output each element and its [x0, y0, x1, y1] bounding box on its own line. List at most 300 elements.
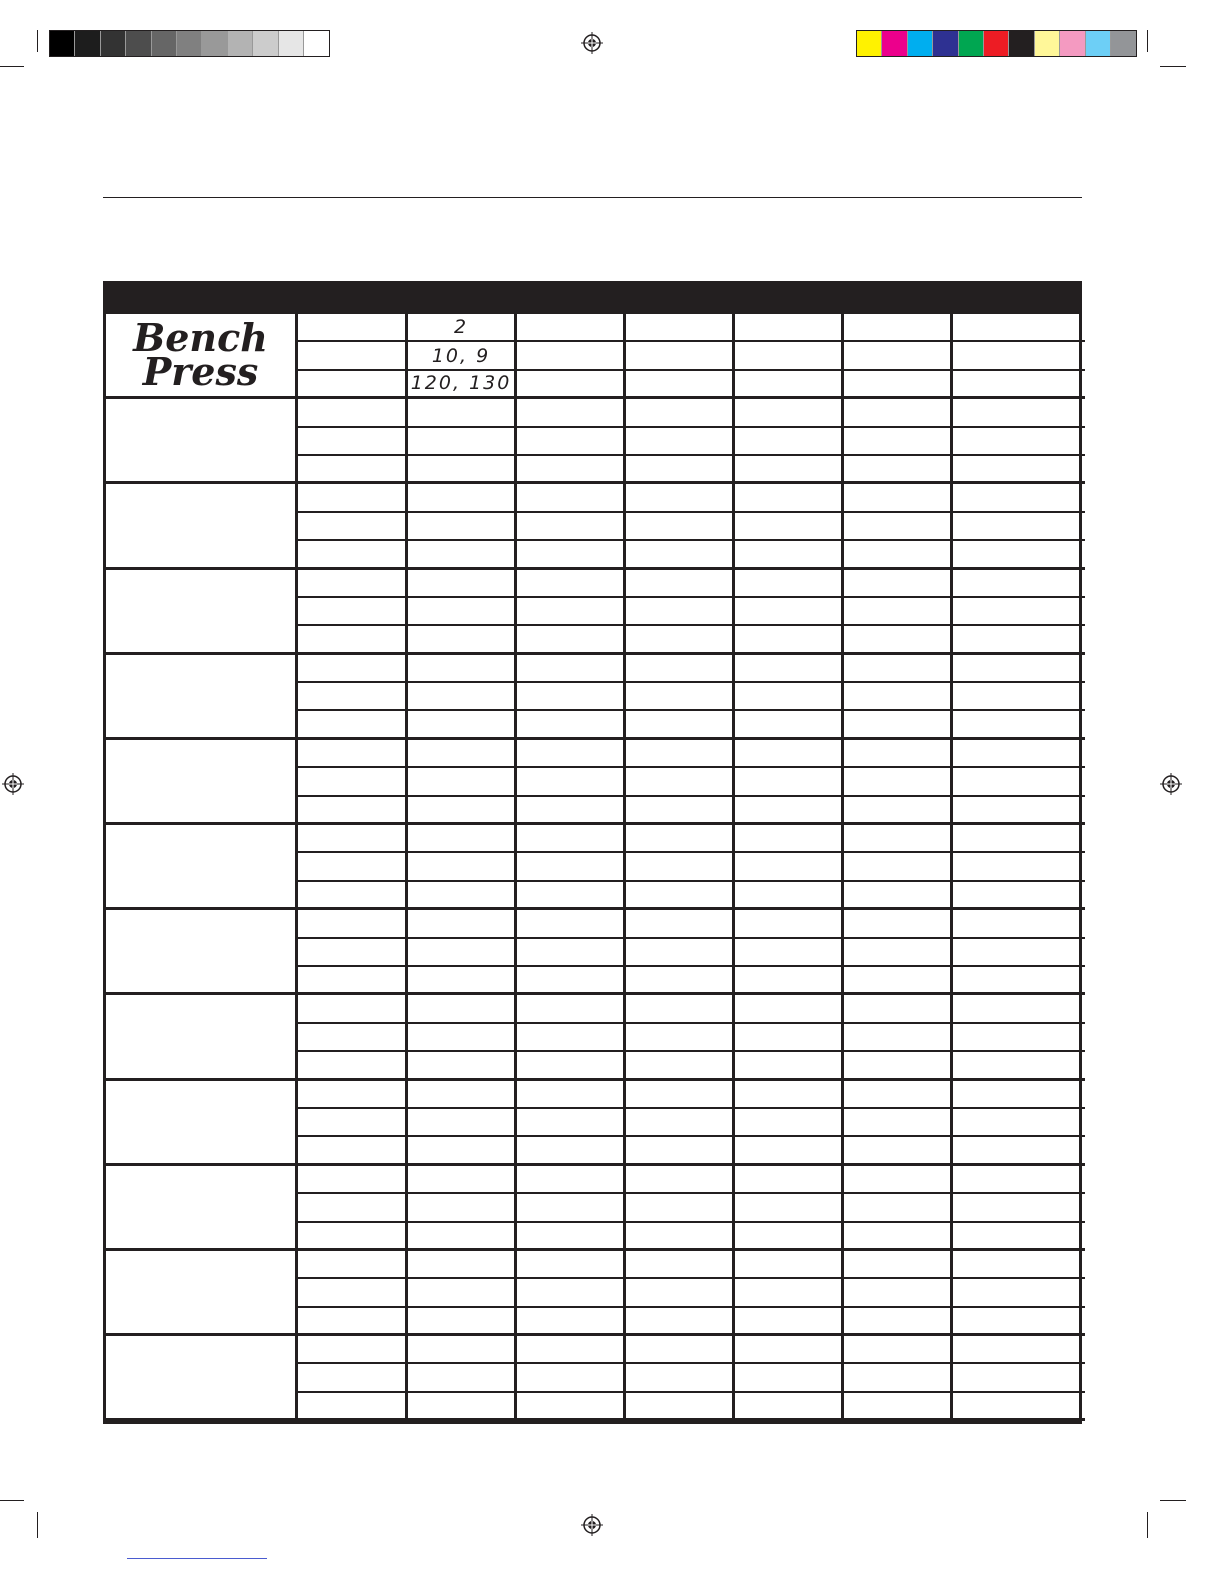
- log-cell[interactable]: [626, 626, 735, 654]
- log-cell[interactable]: [298, 768, 408, 796]
- log-cell[interactable]: [735, 711, 844, 739]
- log-cell[interactable]: [844, 513, 953, 541]
- log-cell[interactable]: [298, 882, 408, 910]
- log-cell[interactable]: [953, 570, 1085, 598]
- log-cell[interactable]: [626, 1223, 735, 1251]
- log-cell[interactable]: [953, 1279, 1085, 1307]
- exercise-name-cell[interactable]: [106, 399, 298, 484]
- log-cell[interactable]: [953, 541, 1085, 569]
- log-cell[interactable]: [408, 853, 517, 881]
- log-cell[interactable]: [408, 740, 517, 768]
- log-cell[interactable]: [517, 1393, 626, 1421]
- log-cell[interactable]: [626, 399, 735, 427]
- log-cell[interactable]: [626, 314, 735, 342]
- log-cell[interactable]: [735, 1393, 844, 1421]
- log-cell[interactable]: [408, 1109, 517, 1137]
- log-cell[interactable]: [517, 1137, 626, 1165]
- log-cell[interactable]: [517, 1052, 626, 1080]
- log-cell[interactable]: [953, 882, 1085, 910]
- log-cell[interactable]: [517, 655, 626, 683]
- log-cell[interactable]: [735, 939, 844, 967]
- log-cell[interactable]: [517, 995, 626, 1023]
- log-cell[interactable]: [298, 1251, 408, 1279]
- log-cell[interactable]: [844, 1109, 953, 1137]
- log-cell[interactable]: [953, 1109, 1085, 1137]
- log-cell[interactable]: [953, 1052, 1085, 1080]
- log-cell[interactable]: [626, 1393, 735, 1421]
- log-cell[interactable]: [953, 1336, 1085, 1364]
- log-cell[interactable]: [517, 371, 626, 399]
- log-cell[interactable]: [626, 711, 735, 739]
- log-cell[interactable]: [298, 1336, 408, 1364]
- log-cell[interactable]: [844, 1194, 953, 1222]
- log-cell[interactable]: [844, 428, 953, 456]
- crop-mark: [0, 1500, 24, 1501]
- log-cell[interactable]: [408, 513, 517, 541]
- log-cell[interactable]: [517, 513, 626, 541]
- log-cell[interactable]: [517, 1166, 626, 1194]
- log-cell[interactable]: [953, 314, 1085, 342]
- color-swatch: [177, 31, 202, 56]
- log-cell[interactable]: [517, 1336, 626, 1364]
- exercise-name-cell[interactable]: [106, 1251, 298, 1336]
- log-cell[interactable]: [844, 399, 953, 427]
- log-cell[interactable]: [517, 768, 626, 796]
- log-cell[interactable]: [953, 683, 1085, 711]
- log-cell[interactable]: [844, 882, 953, 910]
- log-cell[interactable]: [844, 853, 953, 881]
- log-cell[interactable]: [735, 853, 844, 881]
- log-cell[interactable]: [298, 428, 408, 456]
- log-cell[interactable]: [735, 1137, 844, 1165]
- log-cell[interactable]: [626, 570, 735, 598]
- log-cell[interactable]: [735, 1194, 844, 1222]
- crop-mark: [1160, 66, 1186, 67]
- log-cell[interactable]: [298, 1052, 408, 1080]
- log-cell[interactable]: [735, 1279, 844, 1307]
- log-cell[interactable]: [517, 1308, 626, 1336]
- log-cell[interactable]: [844, 314, 953, 342]
- log-cell[interactable]: [844, 342, 953, 370]
- log-cell[interactable]: [626, 456, 735, 484]
- log-cell[interactable]: [298, 655, 408, 683]
- exercise-name-cell[interactable]: [106, 1336, 298, 1421]
- log-cell[interactable]: [735, 1251, 844, 1279]
- log-cell[interactable]: [626, 683, 735, 711]
- weight-value-cell[interactable]: 120, 130: [408, 371, 517, 399]
- log-cell[interactable]: [953, 1137, 1085, 1165]
- color-swatch: [908, 31, 933, 56]
- log-cell[interactable]: [298, 371, 408, 399]
- log-cell[interactable]: [735, 399, 844, 427]
- log-cell[interactable]: [953, 1393, 1085, 1421]
- log-cell[interactable]: [408, 1364, 517, 1392]
- exercise-name-line-2: Press: [142, 349, 259, 395]
- log-cell[interactable]: [844, 655, 953, 683]
- log-cell[interactable]: [626, 428, 735, 456]
- log-cell[interactable]: [298, 399, 408, 427]
- log-cell[interactable]: [953, 967, 1085, 995]
- log-cell[interactable]: [626, 1336, 735, 1364]
- log-cell[interactable]: [735, 967, 844, 995]
- log-cell[interactable]: [517, 314, 626, 342]
- log-cell[interactable]: [626, 967, 735, 995]
- log-cell[interactable]: [408, 626, 517, 654]
- log-cell[interactable]: [626, 484, 735, 512]
- log-cell[interactable]: [626, 1081, 735, 1109]
- log-cell[interactable]: [298, 342, 408, 370]
- log-cell[interactable]: [735, 797, 844, 825]
- log-cell[interactable]: [844, 825, 953, 853]
- log-cell[interactable]: [626, 995, 735, 1023]
- log-cell[interactable]: [844, 711, 953, 739]
- exercise-name-cell[interactable]: [106, 825, 298, 910]
- log-cell[interactable]: [298, 797, 408, 825]
- log-cell[interactable]: [408, 825, 517, 853]
- log-cell[interactable]: [844, 598, 953, 626]
- log-cell[interactable]: [735, 1024, 844, 1052]
- log-cell[interactable]: [844, 967, 953, 995]
- log-cell[interactable]: [735, 1223, 844, 1251]
- log-cell[interactable]: [626, 1364, 735, 1392]
- log-cell[interactable]: [408, 1336, 517, 1364]
- reps-value-cell[interactable]: 10, 9: [408, 342, 517, 370]
- log-cell[interactable]: [298, 1081, 408, 1109]
- log-cell[interactable]: [844, 1223, 953, 1251]
- log-cell[interactable]: [626, 541, 735, 569]
- log-cell[interactable]: [735, 1336, 844, 1364]
- log-cell[interactable]: [298, 1364, 408, 1392]
- log-cell[interactable]: [626, 1137, 735, 1165]
- log-cell[interactable]: [626, 768, 735, 796]
- exercise-name-cell[interactable]: [106, 740, 298, 825]
- log-cell[interactable]: [408, 1024, 517, 1052]
- log-cell[interactable]: [953, 513, 1085, 541]
- log-cell[interactable]: [408, 570, 517, 598]
- log-cell[interactable]: [953, 456, 1085, 484]
- log-cell[interactable]: [298, 626, 408, 654]
- log-cell[interactable]: [626, 371, 735, 399]
- log-cell[interactable]: [517, 342, 626, 370]
- log-cell[interactable]: [626, 853, 735, 881]
- log-cell[interactable]: [408, 939, 517, 967]
- log-cell[interactable]: [626, 1052, 735, 1080]
- exercise-name-cell[interactable]: [106, 995, 298, 1080]
- log-cell[interactable]: [408, 797, 517, 825]
- log-cell[interactable]: [408, 456, 517, 484]
- exercise-name-cell[interactable]: [106, 910, 298, 995]
- log-cell[interactable]: [517, 939, 626, 967]
- log-cell[interactable]: [844, 939, 953, 967]
- log-cell[interactable]: [844, 570, 953, 598]
- log-cell[interactable]: [953, 853, 1085, 881]
- log-cell[interactable]: [517, 598, 626, 626]
- log-cell[interactable]: [953, 1364, 1085, 1392]
- log-cell[interactable]: [626, 1194, 735, 1222]
- log-cell[interactable]: [953, 1194, 1085, 1222]
- log-cell[interactable]: [517, 1109, 626, 1137]
- log-cell[interactable]: [844, 1137, 953, 1165]
- log-cell[interactable]: [408, 967, 517, 995]
- color-swatch: [279, 31, 304, 56]
- log-cell[interactable]: [517, 626, 626, 654]
- log-cell[interactable]: [735, 683, 844, 711]
- log-cell[interactable]: [517, 484, 626, 512]
- log-cell[interactable]: [408, 1052, 517, 1080]
- log-cell[interactable]: [298, 740, 408, 768]
- log-cell[interactable]: [298, 1393, 408, 1421]
- log-cell[interactable]: [517, 428, 626, 456]
- exercise-name-cell[interactable]: [106, 1081, 298, 1166]
- log-cell[interactable]: [408, 1081, 517, 1109]
- log-cell[interactable]: [408, 995, 517, 1023]
- log-cell[interactable]: [953, 797, 1085, 825]
- log-cell[interactable]: [953, 1251, 1085, 1279]
- log-cell[interactable]: [735, 598, 844, 626]
- log-cell[interactable]: [735, 371, 844, 399]
- log-cell[interactable]: [408, 1251, 517, 1279]
- log-cell[interactable]: [735, 655, 844, 683]
- log-cell[interactable]: [298, 314, 408, 342]
- log-cell[interactable]: [298, 1109, 408, 1137]
- log-cell[interactable]: [298, 1137, 408, 1165]
- log-cell[interactable]: [844, 1364, 953, 1392]
- log-cell[interactable]: [408, 1137, 517, 1165]
- color-swatch: [1060, 31, 1085, 56]
- log-cell[interactable]: [844, 1166, 953, 1194]
- log-cell[interactable]: [626, 882, 735, 910]
- log-cell[interactable]: [844, 1251, 953, 1279]
- log-cell[interactable]: [517, 399, 626, 427]
- log-cell[interactable]: [517, 1279, 626, 1307]
- log-cell[interactable]: [844, 768, 953, 796]
- log-cell[interactable]: [298, 570, 408, 598]
- log-cell[interactable]: [953, 371, 1085, 399]
- log-cell[interactable]: [735, 1166, 844, 1194]
- log-cell[interactable]: [408, 1166, 517, 1194]
- log-cell[interactable]: [953, 1024, 1085, 1052]
- log-cell[interactable]: [735, 484, 844, 512]
- log-cell[interactable]: [298, 683, 408, 711]
- log-cell[interactable]: [735, 740, 844, 768]
- log-cell[interactable]: [298, 711, 408, 739]
- sets-value-cell[interactable]: 2: [408, 314, 517, 342]
- log-cell[interactable]: [408, 882, 517, 910]
- log-cell[interactable]: [517, 683, 626, 711]
- log-cell[interactable]: [953, 598, 1085, 626]
- log-cell[interactable]: [626, 910, 735, 938]
- log-cell[interactable]: [408, 655, 517, 683]
- log-cell[interactable]: [953, 342, 1085, 370]
- log-cell[interactable]: [626, 797, 735, 825]
- log-cell[interactable]: [735, 541, 844, 569]
- log-cell[interactable]: [298, 513, 408, 541]
- log-cell[interactable]: [953, 1308, 1085, 1336]
- log-cell[interactable]: [408, 910, 517, 938]
- log-cell[interactable]: [408, 598, 517, 626]
- log-cell[interactable]: [517, 882, 626, 910]
- log-cell[interactable]: [626, 1251, 735, 1279]
- log-cell[interactable]: [953, 1223, 1085, 1251]
- log-cell[interactable]: [517, 825, 626, 853]
- log-cell[interactable]: [408, 541, 517, 569]
- log-cell[interactable]: [517, 711, 626, 739]
- log-cell[interactable]: [517, 1024, 626, 1052]
- log-cell[interactable]: [298, 825, 408, 853]
- log-cell[interactable]: [298, 1223, 408, 1251]
- log-cell[interactable]: [844, 740, 953, 768]
- log-cell[interactable]: [298, 1024, 408, 1052]
- log-cell[interactable]: [735, 570, 844, 598]
- log-cell[interactable]: [844, 541, 953, 569]
- log-cell[interactable]: [517, 740, 626, 768]
- log-cell[interactable]: [626, 825, 735, 853]
- log-cell[interactable]: [953, 768, 1085, 796]
- exercise-name-cell[interactable]: [106, 570, 298, 655]
- log-cell[interactable]: [298, 598, 408, 626]
- exercise-name-cell[interactable]: [106, 655, 298, 740]
- log-cell[interactable]: [298, 967, 408, 995]
- log-cell[interactable]: [626, 1279, 735, 1307]
- log-cell[interactable]: [953, 484, 1085, 512]
- log-cell[interactable]: [517, 1364, 626, 1392]
- log-cell[interactable]: [953, 910, 1085, 938]
- log-cell[interactable]: [626, 1308, 735, 1336]
- log-cell[interactable]: [735, 1308, 844, 1336]
- log-cell[interactable]: [953, 399, 1085, 427]
- log-cell[interactable]: [517, 967, 626, 995]
- exercise-name-cell[interactable]: [106, 1166, 298, 1251]
- log-cell[interactable]: [735, 1364, 844, 1392]
- log-cell[interactable]: [735, 1109, 844, 1137]
- log-cell[interactable]: [298, 1308, 408, 1336]
- log-cell[interactable]: [626, 1024, 735, 1052]
- log-cell[interactable]: [953, 995, 1085, 1023]
- log-cell[interactable]: [735, 342, 844, 370]
- log-cell[interactable]: [408, 428, 517, 456]
- log-cell[interactable]: [953, 655, 1085, 683]
- log-cell[interactable]: [517, 797, 626, 825]
- log-cell[interactable]: [844, 1052, 953, 1080]
- log-cell[interactable]: [844, 995, 953, 1023]
- log-cell[interactable]: [735, 513, 844, 541]
- log-cell[interactable]: [298, 995, 408, 1023]
- log-cell[interactable]: [517, 853, 626, 881]
- log-cell[interactable]: [408, 1393, 517, 1421]
- log-cell[interactable]: [735, 314, 844, 342]
- log-cell[interactable]: [298, 484, 408, 512]
- log-cell[interactable]: [517, 1251, 626, 1279]
- log-cell[interactable]: [408, 683, 517, 711]
- log-cell[interactable]: [626, 513, 735, 541]
- log-cell[interactable]: [408, 711, 517, 739]
- log-cell[interactable]: [408, 1308, 517, 1336]
- log-cell[interactable]: [735, 1081, 844, 1109]
- log-cell[interactable]: [844, 910, 953, 938]
- log-cell[interactable]: [517, 910, 626, 938]
- log-cell[interactable]: [298, 1279, 408, 1307]
- exercise-name-cell[interactable]: [106, 484, 298, 569]
- log-cell[interactable]: [844, 626, 953, 654]
- log-cell[interactable]: [844, 484, 953, 512]
- log-cell[interactable]: [735, 626, 844, 654]
- color-swatch: [1009, 31, 1034, 56]
- log-cell[interactable]: [517, 456, 626, 484]
- log-cell[interactable]: [844, 797, 953, 825]
- log-cell[interactable]: [735, 1052, 844, 1080]
- log-cell[interactable]: [298, 1166, 408, 1194]
- log-cell[interactable]: [844, 1279, 953, 1307]
- log-cell[interactable]: [298, 456, 408, 484]
- log-cell[interactable]: [626, 939, 735, 967]
- log-cell[interactable]: [844, 1024, 953, 1052]
- log-cell[interactable]: [953, 1081, 1085, 1109]
- log-cell[interactable]: [517, 1223, 626, 1251]
- log-cell[interactable]: [844, 1393, 953, 1421]
- log-cell[interactable]: [408, 1223, 517, 1251]
- log-cell[interactable]: [953, 1166, 1085, 1194]
- log-cell[interactable]: [844, 683, 953, 711]
- log-cell[interactable]: [626, 1166, 735, 1194]
- log-cell[interactable]: [298, 939, 408, 967]
- log-cell[interactable]: [735, 456, 844, 484]
- log-cell[interactable]: [298, 910, 408, 938]
- log-cell[interactable]: [735, 428, 844, 456]
- log-cell[interactable]: [517, 1194, 626, 1222]
- log-cell[interactable]: [408, 1194, 517, 1222]
- log-cell[interactable]: [626, 740, 735, 768]
- log-cell[interactable]: [517, 541, 626, 569]
- color-swatch: [101, 31, 126, 56]
- log-cell[interactable]: [844, 371, 953, 399]
- log-cell[interactable]: [844, 1308, 953, 1336]
- log-cell[interactable]: [298, 541, 408, 569]
- exercise-name-cell[interactable]: [106, 314, 298, 399]
- log-cell[interactable]: [408, 1279, 517, 1307]
- log-cell[interactable]: [626, 1109, 735, 1137]
- log-cell[interactable]: [953, 939, 1085, 967]
- log-grid: [103, 314, 1082, 1424]
- log-cell[interactable]: [408, 484, 517, 512]
- log-cell[interactable]: [298, 1194, 408, 1222]
- log-cell[interactable]: [735, 995, 844, 1023]
- log-cell[interactable]: [953, 626, 1085, 654]
- log-cell[interactable]: [626, 342, 735, 370]
- log-cell[interactable]: [735, 910, 844, 938]
- color-swatch: [1035, 31, 1060, 56]
- log-cell[interactable]: [626, 598, 735, 626]
- log-cell[interactable]: [735, 825, 844, 853]
- log-cell[interactable]: [408, 768, 517, 796]
- crop-mark: [0, 66, 24, 67]
- log-cell[interactable]: [517, 570, 626, 598]
- log-cell[interactable]: [953, 428, 1085, 456]
- log-cell[interactable]: [626, 655, 735, 683]
- log-cell[interactable]: [408, 399, 517, 427]
- exercise-name-handwritten: [133, 315, 268, 395]
- log-cell[interactable]: [735, 768, 844, 796]
- log-cell[interactable]: [953, 711, 1085, 739]
- log-cell[interactable]: [735, 882, 844, 910]
- log-cell[interactable]: [844, 456, 953, 484]
- log-cell[interactable]: [517, 1081, 626, 1109]
- log-cell[interactable]: [298, 853, 408, 881]
- log-cell[interactable]: [844, 1081, 953, 1109]
- log-cell[interactable]: [953, 740, 1085, 768]
- log-cell[interactable]: [844, 1336, 953, 1364]
- log-cell[interactable]: [953, 825, 1085, 853]
- bottom-underline: [127, 1558, 267, 1559]
